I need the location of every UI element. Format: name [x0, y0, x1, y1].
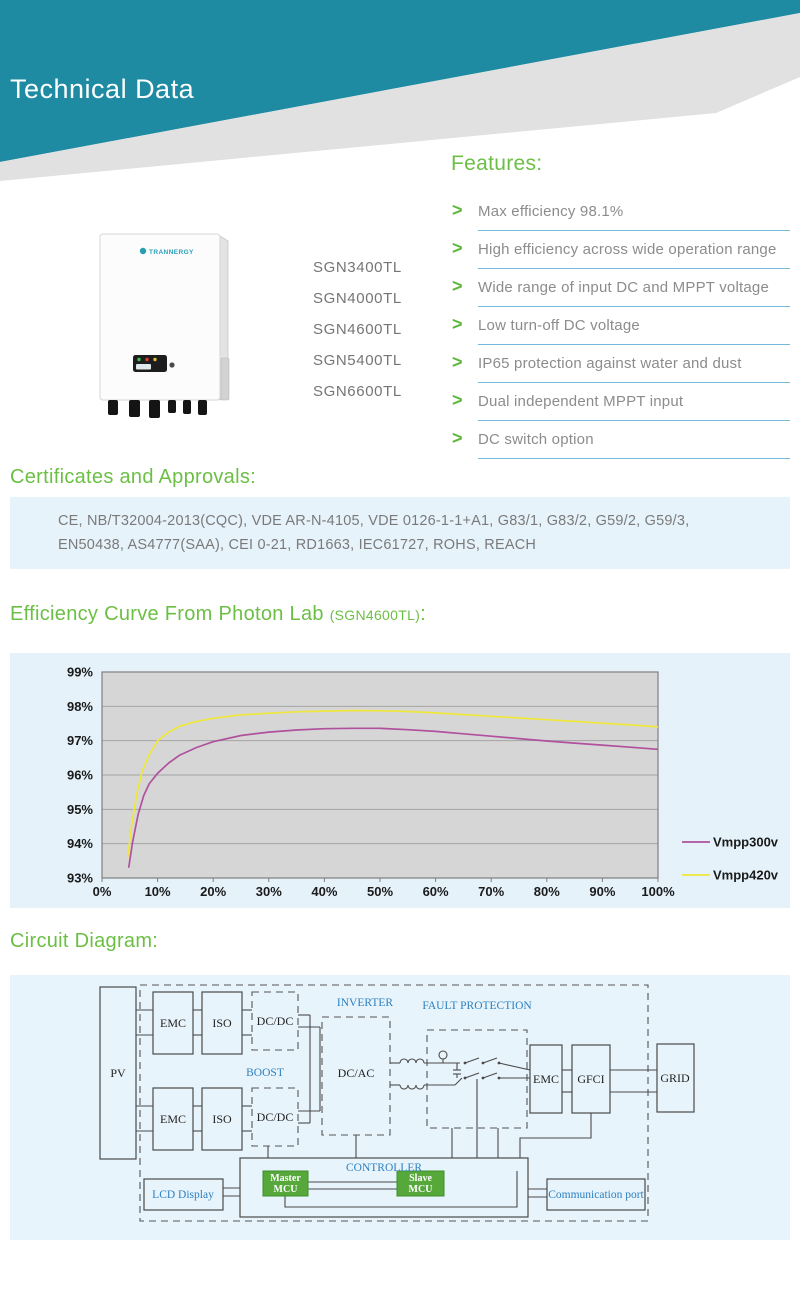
feature-text: DC switch option: [478, 431, 594, 448]
svg-text:80%: 80%: [533, 884, 560, 899]
model-item: SGN3400TL: [313, 259, 402, 276]
model-list: [313, 252, 402, 407]
emc1-label: EMC: [159, 1016, 187, 1030]
certificates-line1: CE, NB/T32004-2013(CQC), VDE AR-N-4105, VDE 0126-1-1+A1, G83/1, G83/2, G59/2, G59/3,: [58, 513, 690, 529]
svg-text:96%: 96%: [66, 767, 93, 783]
led-red: [145, 358, 148, 361]
feature-text: High efficiency across wide operation range: [478, 241, 777, 258]
certificates-text: [58, 509, 689, 557]
feature-item: [452, 352, 790, 383]
communication-port-label: Communication port: [548, 1189, 644, 1201]
svg-text:20%: 20%: [200, 884, 227, 899]
dc-connectors: [108, 400, 207, 418]
feature-text: Wide range of input DC and MPPT voltage: [478, 279, 770, 296]
feature-item: [452, 390, 790, 421]
svg-text:95%: 95%: [66, 801, 93, 817]
efficiency-chart-panel: [10, 653, 790, 908]
feature-text: Max efficiency 98.1%: [478, 203, 624, 220]
chevron-icon: >: [452, 314, 463, 334]
dcdc1-label: DC/DC: [256, 1014, 294, 1028]
emc2-label: EMC: [159, 1112, 187, 1126]
circuit-diagram: [10, 975, 790, 1240]
feature-item: [452, 428, 790, 459]
display-button: [169, 362, 174, 367]
certificates-box: [10, 497, 790, 569]
circuit-diagram-panel: [10, 975, 790, 1240]
circuit-heading: Circuit Diagram:: [10, 930, 159, 952]
master-mcu-label-line1: Master: [270, 1173, 301, 1184]
feature-item: [452, 200, 790, 231]
svg-text:60%: 60%: [422, 884, 449, 899]
certificates-line2: EN50438, AS4777(SAA), CEI 0-21, RD1663, IEC61727, ROHS, REACH: [58, 537, 537, 553]
chevron-icon: >: [452, 428, 463, 448]
svg-text:97%: 97%: [66, 733, 93, 749]
lcd-display-label: LCD Display: [152, 1189, 214, 1201]
efficiency-heading-colon: :: [420, 603, 426, 625]
feature-item: [452, 238, 790, 269]
svg-text:Vmpp420v: Vmpp420v: [713, 867, 779, 883]
pv-label: PV: [110, 1066, 126, 1080]
efficiency-chart: [10, 653, 790, 908]
feature-text: Dual independent MPPT input: [478, 393, 684, 410]
inverter-label: INVERTER: [336, 997, 394, 1009]
emc3-label: EMC: [532, 1072, 560, 1086]
svg-text:94%: 94%: [66, 836, 93, 852]
svg-text:30%: 30%: [255, 884, 282, 899]
chevron-icon: >: [452, 200, 463, 220]
svg-text:98%: 98%: [66, 698, 93, 714]
chevron-icon: >: [452, 276, 463, 296]
iso2-label: ISO: [212, 1112, 232, 1126]
iso1-label: ISO: [212, 1016, 232, 1030]
svg-text:70%: 70%: [478, 884, 505, 899]
feature-text: Low turn-off DC voltage: [478, 317, 640, 334]
grid-label: GRID: [660, 1071, 690, 1085]
dcdc2-label: DC/DC: [256, 1110, 294, 1124]
boost-label: BOOST: [246, 1067, 284, 1079]
gfci-label: GFCI: [577, 1072, 605, 1086]
slave-mcu-label-line2: MCU: [408, 1184, 433, 1195]
inverter-illustration: [95, 228, 265, 423]
chevron-icon: >: [452, 238, 463, 258]
efficiency-heading-model: (SGN4600TL): [329, 607, 421, 623]
efficiency-heading: [10, 603, 426, 626]
svg-text:10%: 10%: [144, 884, 171, 899]
fault-protection-label: FAULT PROTECTION: [422, 1000, 532, 1012]
chevron-icon: >: [452, 352, 463, 372]
svg-text:99%: 99%: [66, 664, 93, 680]
feature-item: [452, 314, 790, 345]
inverter-front-face: [100, 234, 220, 400]
slave-mcu-label-line1: Slave: [409, 1173, 432, 1184]
svg-text:Vmpp300v: Vmpp300v: [713, 834, 779, 850]
svg-text:93%: 93%: [66, 870, 93, 886]
svg-text:40%: 40%: [311, 884, 338, 899]
dcac-label: DC/AC: [337, 1066, 375, 1080]
feature-text: IP65 protection against water and dust: [478, 355, 742, 372]
feature-item: [452, 276, 790, 307]
side-rail: [221, 358, 229, 400]
svg-text:100%: 100%: [641, 884, 675, 899]
controller-label: CONTROLLER: [345, 1162, 423, 1174]
model-item: SGN6600TL: [313, 383, 402, 400]
certificates-heading: Certificates and Approvals:: [10, 466, 257, 488]
chevron-icon: >: [452, 390, 463, 410]
brand-logo-text: TRANNERGY: [149, 249, 194, 256]
svg-text:0%: 0%: [92, 884, 112, 899]
master-mcu-label-line2: MCU: [273, 1184, 298, 1195]
brand-logo-icon: [140, 248, 146, 254]
svg-text:50%: 50%: [366, 884, 394, 899]
svg-text:90%: 90%: [589, 884, 616, 899]
led-green: [137, 358, 140, 361]
led-yellow: [153, 358, 156, 361]
page-title: Technical Data: [10, 74, 195, 104]
display-segment: [136, 364, 151, 370]
efficiency-heading-main: Efficiency Curve From Photon Lab: [10, 603, 330, 625]
model-item: SGN4600TL: [313, 321, 402, 338]
model-item: SGN4000TL: [313, 290, 402, 307]
model-item: SGN5400TL: [313, 352, 402, 369]
features-heading: Features:: [451, 152, 543, 175]
